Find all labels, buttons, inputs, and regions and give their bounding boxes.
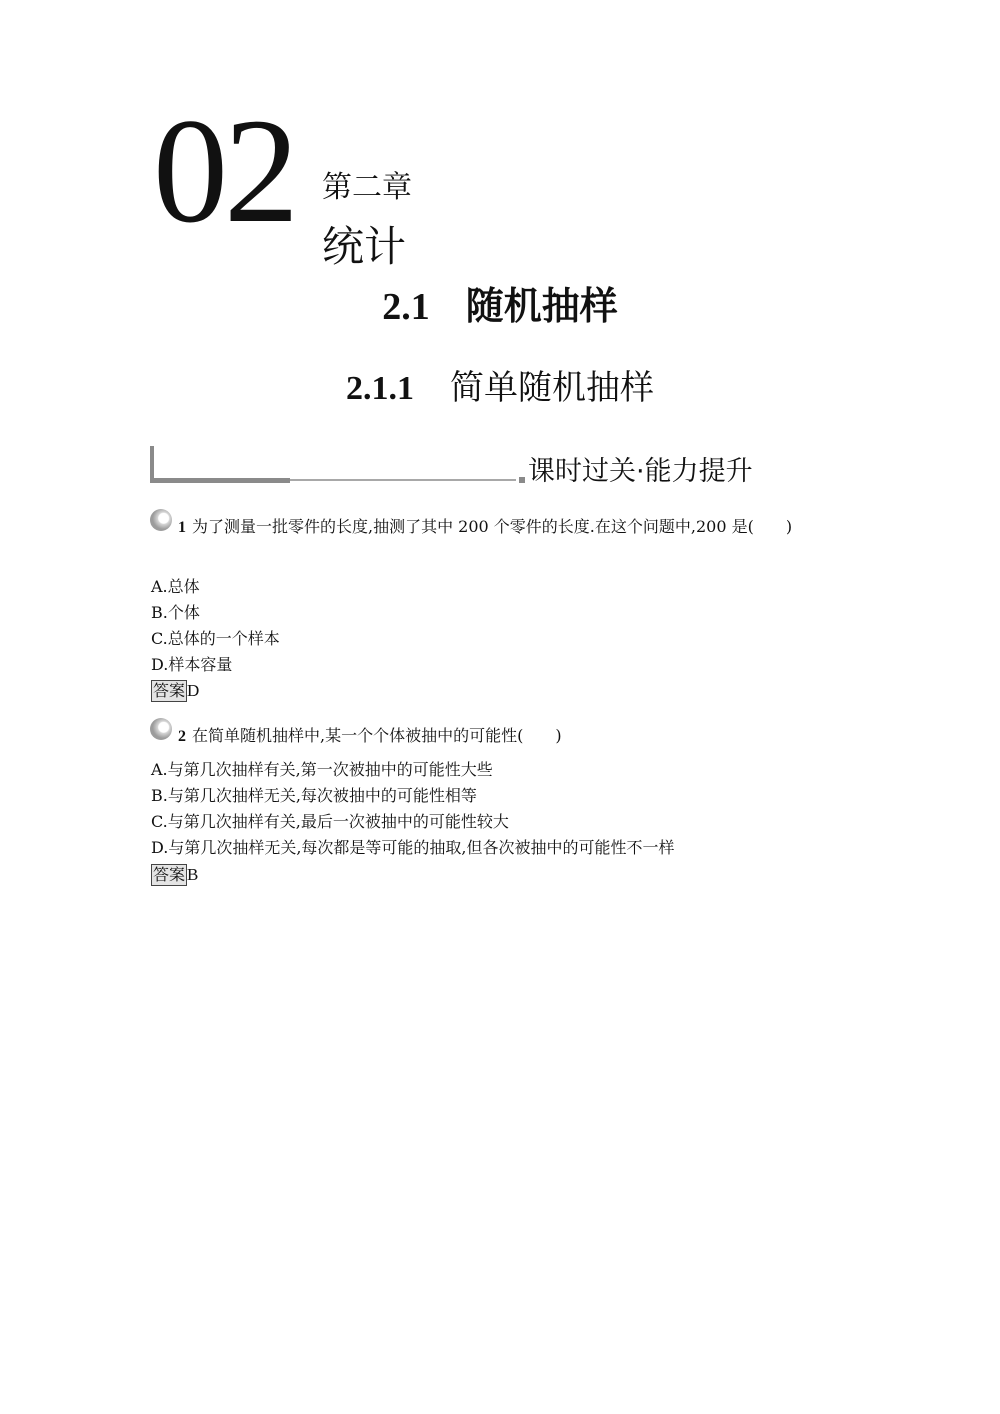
subsection-heading [0, 366, 1000, 411]
chapter-title: 统计 [322, 222, 407, 271]
question-1-option-a: A.总体 [151, 577, 200, 596]
question-1-option-c: C.总体的一个样本 [151, 629, 280, 648]
answer-label: 答案 [153, 681, 186, 700]
subsection-title: 简单随机抽样 [450, 368, 654, 408]
question-bullet-icon [150, 509, 172, 531]
banner-square-marker [519, 477, 525, 483]
banner-rule-vertical [150, 446, 154, 482]
question-2-option-d: D.与第几次抽样无关,每次都是等可能的抽取,但各次被抽中的可能性不一样 [151, 838, 675, 857]
banner-title: 课时过关·能力提升 [528, 456, 753, 487]
section-heading [0, 282, 1000, 331]
banner-rule-thick [150, 478, 290, 483]
question-2-stem [178, 725, 562, 748]
question-1-number: 1 [178, 519, 186, 536]
question-2-answer [151, 864, 198, 886]
subsection-number: 2.1.1 [346, 370, 414, 407]
question-bullet-icon [150, 718, 172, 740]
question-1-option-b: B.个体 [151, 603, 200, 622]
question-2-option-b: B.与第几次抽样无关,每次被抽中的可能性相等 [151, 786, 477, 805]
chapter-label: 第二章 [322, 170, 412, 205]
question-1-stem [178, 516, 792, 539]
question-2-option-a: A.与第几次抽样有关,第一次被抽中的可能性大些 [151, 760, 493, 779]
question-2-option-c: C.与第几次抽样有关,最后一次被抽中的可能性较大 [151, 812, 509, 831]
question-2-number: 2 [178, 728, 186, 745]
answer-value: D [187, 681, 200, 700]
answer-label: 答案 [153, 865, 186, 884]
section-title: 随机抽样 [465, 284, 618, 328]
question-2-text: 在简单随机抽样中,某一个个体被抽中的可能性( ) [192, 726, 562, 745]
question-1-answer [151, 680, 199, 702]
answer-value: B [187, 865, 199, 884]
question-1-option-d: D.样本容量 [151, 655, 233, 674]
chapter-number: 02 [153, 88, 295, 254]
section-number: 2.1 [382, 286, 430, 328]
question-1-text: 为了测量一批零件的长度,抽测了其中 200 个零件的长度.在这个问题中,200 是( ) [192, 517, 793, 536]
